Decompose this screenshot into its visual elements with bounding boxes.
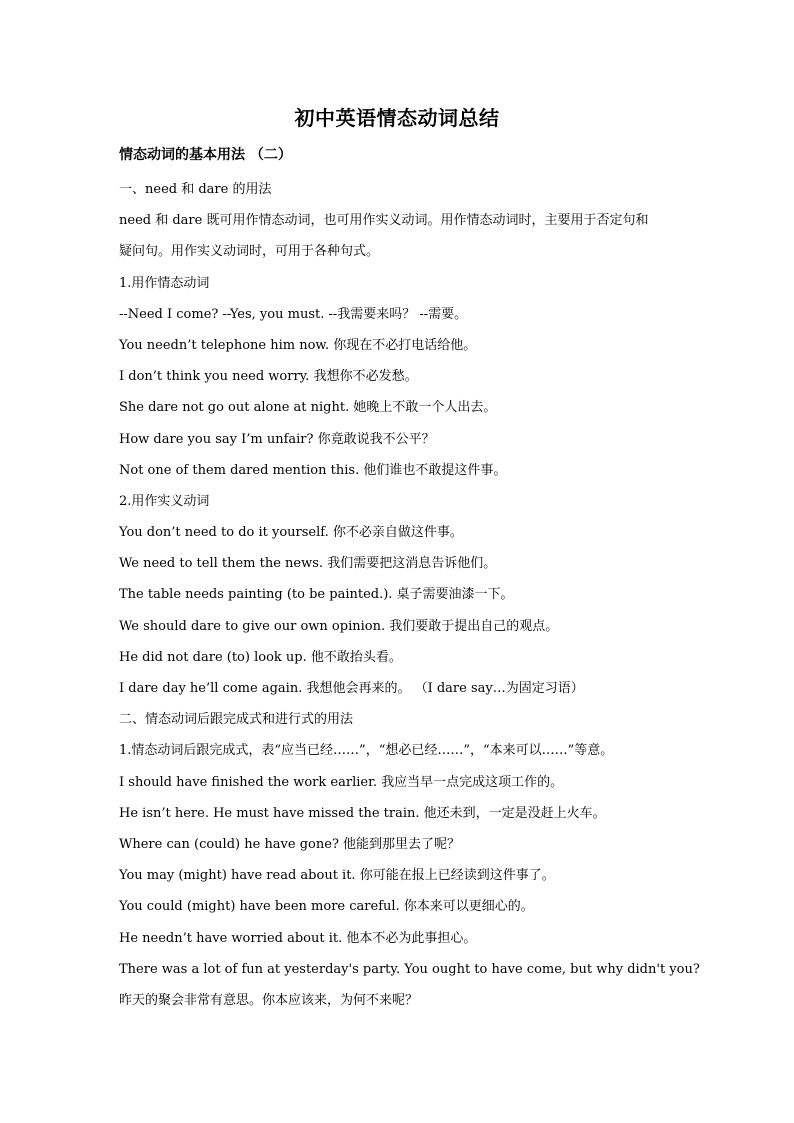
example-translation: 昨天的聚会非常有意思。你本应该来，为何不来呢？ — [119, 992, 419, 1008]
example-sentence: We should dare to give our own opinion. 我们要敢于提出自己的观点。 — [119, 618, 559, 634]
example-sentence: You may (might) have read about it. 你可能在报上已经读到这件事了。 — [119, 868, 555, 884]
example-sentence: She dare not go out alone at night. 她晚上不敢一个人出去。 — [119, 400, 497, 416]
example-sentence: The table needs painting (to be painted.). 桌子需要油漆一下。 — [119, 587, 514, 603]
example-sentence: He isn’t here. He must have missed the train. 他还未到，一定是没赶上火车。 — [119, 805, 606, 821]
example-sentence: I dare day he’ll come again. 我想他会再来的。 （I dare say…为固定习语） — [119, 681, 584, 696]
example-sentence: I don’t think you need worry. 我想你不必发愁。 — [119, 369, 418, 385]
example-sentence: He did not dare (to) look up. 他不敢抬头看。 — [119, 649, 402, 665]
example-sentence: He needn’t have worried about it. 他本不必为此事担心。 — [119, 930, 477, 946]
subheading-perfect-form: 1.情态动词后跟完成式，表“应当已经……”，“想必已经……”，“本来可以……”等意。 — [119, 743, 614, 759]
paragraph-line: 疑问句。用作实义动词时，可用于各种句式。 — [119, 244, 380, 260]
example-sentence: How dare you say I’m unfair? 你竟敢说我不公平？ — [119, 431, 435, 447]
example-sentence: You don’t need to do it yourself. 你不必亲自做这件事。 — [119, 525, 463, 541]
section-heading-need-dare: 一、need 和 dare 的用法 — [119, 182, 272, 197]
example-sentence: I should have finished the work earlier. 我应当早一点完成这项工作的。 — [119, 774, 564, 790]
example-sentence: You needn’t telephone him now. 你现在不必打电话给他。 — [119, 337, 477, 353]
document-body — [119, 174, 700, 1016]
example-sentence: Not one of them dared mention this. 他们谁也不敢提这件事。 — [119, 462, 507, 478]
section-subtitle: 情态动词的基本用法 （二） — [119, 147, 292, 163]
section-heading-perfect-progressive: 二、情态动词后跟完成式和进行式的用法 — [119, 712, 354, 728]
document-title: 初中英语情态动词总结 — [294, 106, 500, 130]
subheading-verb-use: 2.用作实义动词 — [119, 493, 210, 509]
example-sentence: --Need I come? --Yes, you must. --我需要来吗？ --需要。 — [119, 306, 468, 322]
example-sentence: You could (might) have been more careful. 你本来可以更细心的。 — [119, 899, 534, 915]
example-sentence: Where can (could) he have gone? 他能到那里去了呢？ — [119, 836, 461, 852]
subheading-modal-use: 1.用作情态动词 — [119, 275, 210, 291]
paragraph-line: need 和 dare 既可用作情态动词，也可用作实义动词。用作情态动词时，主要用于否定句和 — [119, 213, 649, 229]
example-sentence: There was a lot of fun at yesterday's party. You ought to have come, but why didn't you? — [119, 961, 700, 977]
example-sentence: We need to tell them the news. 我们需要把这消息告诉他们。 — [119, 556, 497, 572]
